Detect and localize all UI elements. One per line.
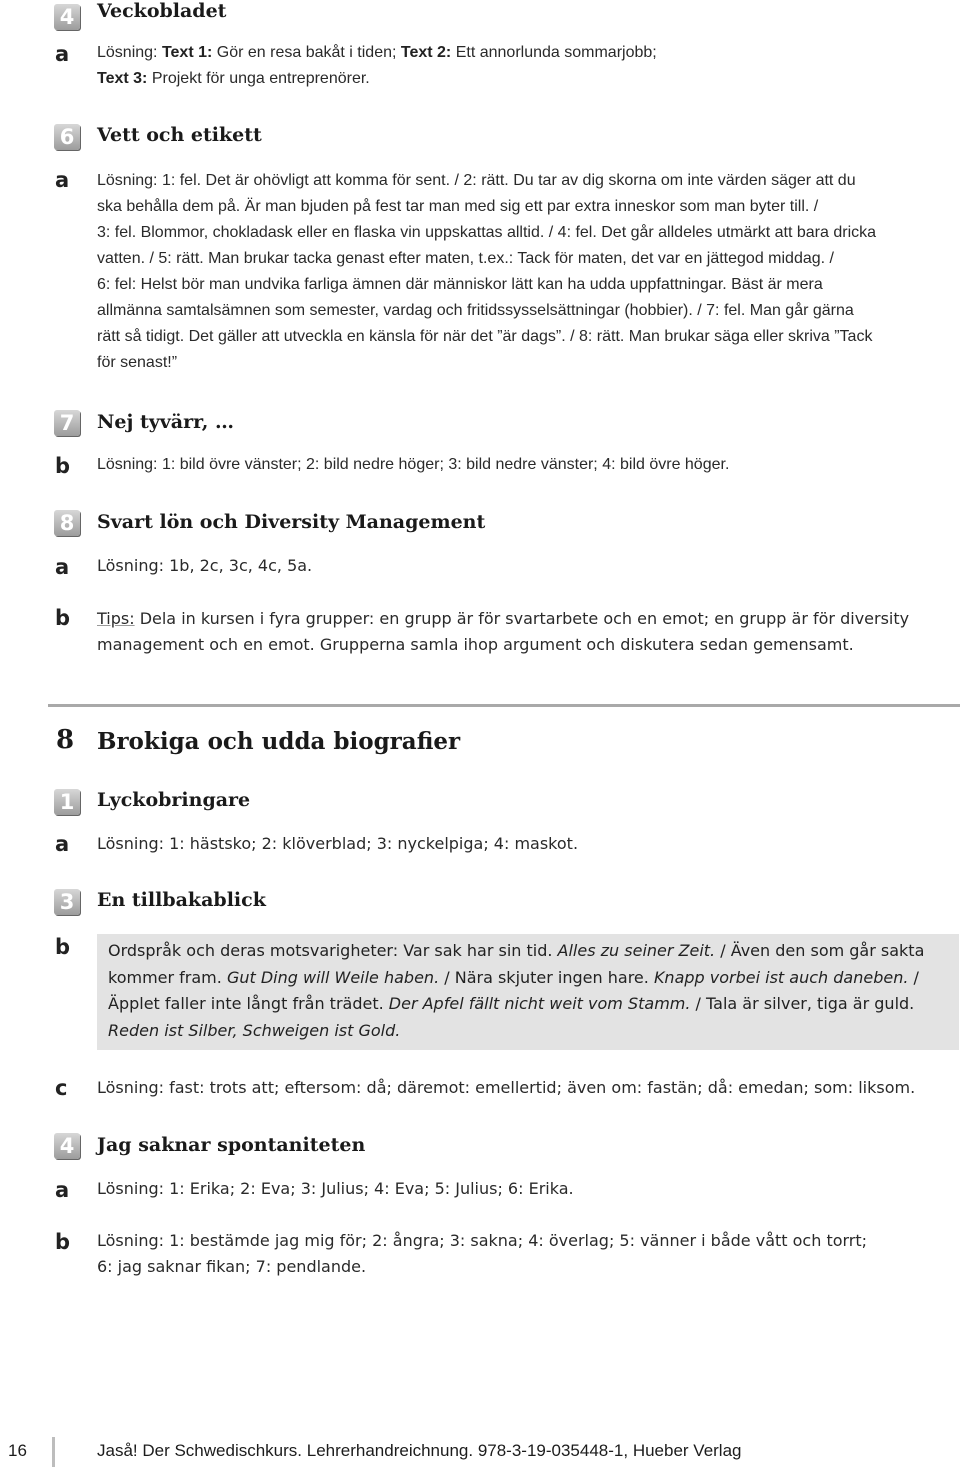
exercise-number-badge: 1 <box>54 789 80 815</box>
proverbs-box: Ordspråk och deras motsvarigheter: Var sak har sin tid. Alles zu seiner Zeit. / Även den som går sakta kommer fram. Gut Ding will Weile haben. / Nära skjuter ingen hare. Knapp vorbei ist auch daneben. / Äpplet faller inte långt från trädet. Der Apfel fällt nicht weit vom Stamm. / Tala är silver, tiga är guld. Reden ist Silber, Schweigen ist Gold. <box>97 934 959 1050</box>
task-letter: b <box>55 935 71 959</box>
exercise-heading: Jag saknar spontaniteten <box>97 1134 366 1156</box>
solution-text: Lösning: 1: Erika; 2: Eva; 3: Julius; 4: Eva; 5: Julius; 6: Erika. <box>97 1179 574 1198</box>
footer-citation: Jaså! Der Schwedischkurs. Lehrerhandreichnung. 978-3-19-035448-1, Hueber Verlag <box>97 1441 742 1460</box>
task-letter: b <box>55 454 71 478</box>
task-letter: b <box>55 606 71 630</box>
solution-text: Lösning: Text 1: Gör en resa bakåt i tiden; Text 2: Ett annorlunda sommarjobb; Text 3: Projekt för unga entreprenörer. <box>97 44 657 87</box>
solution-text: Lösning: 1b, 2c, 3c, 4c, 5a. <box>97 556 313 575</box>
exercise-number-badge: 3 <box>54 889 80 915</box>
solution-text: Lösning: 1: bestämde jag mig för; 2: ångra; 3: sakna; 4: överlag; 5: vänner i både vått och torrt; 6: jag saknar fikan; 7: pendlande. <box>97 1231 868 1276</box>
solution-text: Lösning: 1: fel. Det är ohövligt att komma för sent. / 2: rätt. Du tar av dig skorna om inte värden säger att du ska behålla dem på. Är man bjuden på fest tar man med sig ett par extra inneskor som man byter till. / 3: fel. Blommor, chokladask eller en flaska vin uppskattas alltid. / 4: fel. Det går alldeles utmärkt att bara dricka vatten. / 5: rätt. Man brukar tacka genast efter maten, t.ex.: Tack för maten, det var en jättegod middag. / 6: fel: Helst bör man undvika farliga ämnen där människor lätt kan ha udda uppfattningar. Bäst är mera allmänna samtalsämnen som semester, vardag och fritidssysselsättningar (hobbier). / 7: fel. Man går gärna rätt så tidigt. Det gäller att utveckla en känsla för när det ”är dags”. / 8: rätt. Man brukar säga eller skriva ”Tack för senast!” <box>97 172 877 371</box>
solution-text: Lösning: 1: hästsko; 2: klöverblad; 3: nyckelpiga; 4: maskot. <box>97 834 579 853</box>
exercise-heading: En tillbakablick <box>97 889 266 911</box>
exercise-heading: Lyckobringare <box>97 789 251 811</box>
page-number: 16 <box>8 1441 27 1460</box>
task-letter: a <box>55 832 70 856</box>
chapter-number: 8 <box>56 725 75 755</box>
footer-divider <box>52 1437 55 1467</box>
exercise-number-badge: 6 <box>54 124 80 150</box>
task-letter: a <box>55 555 70 579</box>
section-divider <box>48 704 960 707</box>
task-letter: a <box>55 168 70 192</box>
chapter-title: Brokiga och udda biografier <box>97 728 461 755</box>
exercise-heading: Vett och etikett <box>97 124 262 146</box>
tips-text: Tips: Dela in kursen i fyra grupper: en grupp är för svartarbete och en emot; en grupp är för diversity management och en emot. Grupperna samla ihop argument och diskutera sedan gemensamt. <box>97 609 910 654</box>
task-letter: b <box>55 1230 71 1254</box>
exercise-number-badge: 7 <box>54 410 80 436</box>
task-letter: a <box>55 1178 70 1202</box>
exercise-heading: Svart lön och Diversity Management <box>97 511 486 533</box>
task-letter: c <box>55 1076 68 1100</box>
task-letter: a <box>55 42 70 66</box>
exercise-number-badge: 8 <box>54 510 80 536</box>
exercise-heading: Nej tyvärr, … <box>97 411 234 433</box>
exercise-number-badge: 4 <box>54 4 80 30</box>
exercise-number-badge: 4 <box>54 1133 80 1159</box>
solution-text: Lösning: 1: bild övre vänster; 2: bild nedre höger; 3: bild nedre vänster; 4: bild övre höger. <box>97 456 730 473</box>
solution-text: Lösning: fast: trots att; eftersom: då; däremot: emellertid; även om: fastän; då: emedan; som: liksom. <box>97 1078 916 1097</box>
exercise-heading: Veckobladet <box>97 0 227 22</box>
